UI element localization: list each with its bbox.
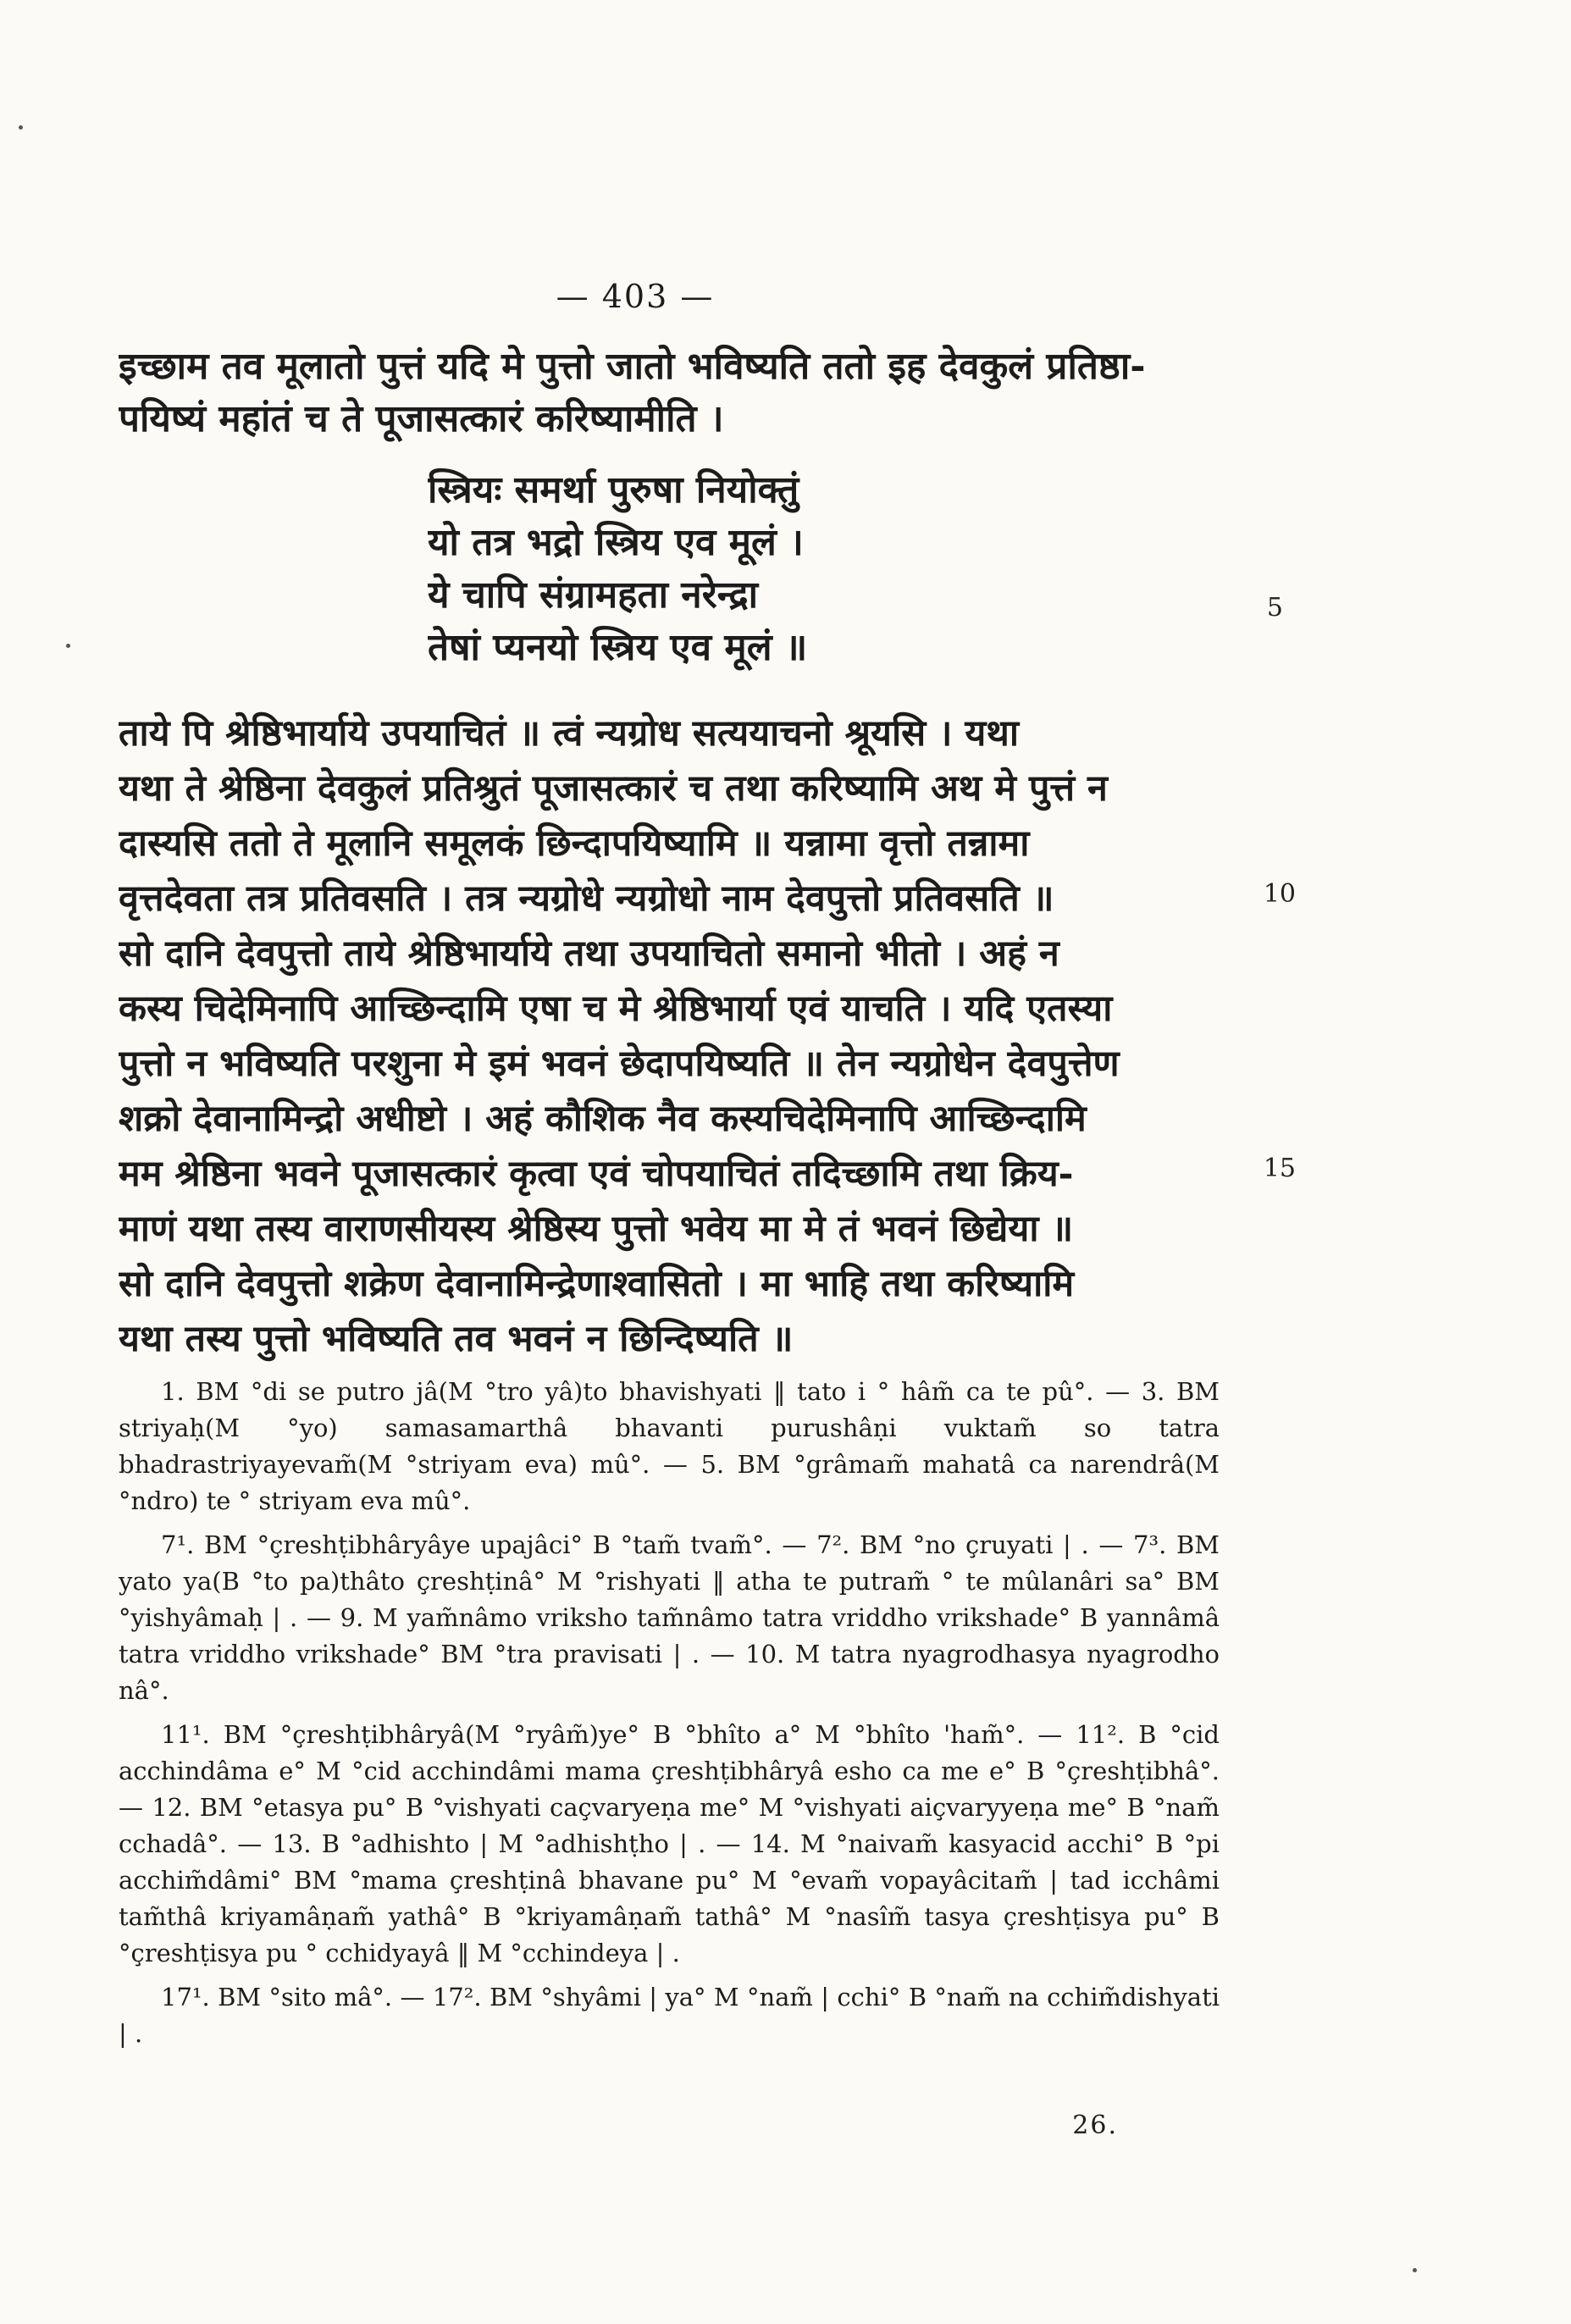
prose-line: कस्य चिदेमिनापि आच्छिन्दामि एषा च मे श्रेष्ठिभार्या एवं याचति । यदि एतस्या: [119, 988, 1113, 1030]
prose-line: यथा ते श्रेष्ठिना देवकुलं प्रतिश्रुतं पूजासत्कारं च तथा करिष्यामि अथ मे पुत्तं न: [119, 767, 1108, 810]
prose-line: मम श्रेष्ठिना भवने पूजासत्कारं कृत्वा एवं चोपयाचितं तदिच्छामि तथा क्रिय-: [119, 1153, 1074, 1195]
prose-line: वृत्तदेवता तत्र प्रतिवसति । तत्र न्यग्रोधे न्यग्रोधो नाम देवपुत्तो प्रतिवसति ॥: [119, 877, 1054, 920]
verse-stanza: [428, 464, 1258, 674]
verse-line: यो तत्र भद्रो स्त्रिय एव मूलं ।: [428, 521, 804, 564]
footnote: 1. BM °di se putro jâ(M °tro yâ)to bhavishyati ‖ tato i ° hâm̃ ca te pû°. — 3. BM striyaḥ(M °yo) samasamarthâ bhavanti purushâṇi vuktam̃ so tatra bhadrastriyayevam̃(M °striyam eva) mû°. — 5. BM °grâmam̃ mahatâ ca narendrâ(M °ndro) te ° striyam eva mû°.: [119, 1377, 1220, 1515]
prose-line: दास्यसि ततो ते मूलानि समूलकं छिन्दापयिष्यामि ॥ यन्नामा वृत्तो तन्नामा: [119, 822, 1030, 865]
prose-block-opening: [119, 340, 1253, 445]
prose-line: शक्रो देवानामिन्द्रो अधीष्टो । अहं कौशिक नैव कस्यचिदेमिनापि आच्छिन्दामि: [119, 1098, 1087, 1140]
verse-line: स्त्रियः समर्था पुरुषा नियोक्तुं: [428, 468, 799, 512]
verse-line: तेषां प्यनयो स्त्रिय एव मूलं ॥: [428, 626, 808, 669]
paper-speck: [1413, 2268, 1417, 2272]
prose-line: पुत्तो न भविष्यति परशुना मे इमं भवनं छेदापयिष्यति ॥ तेन न्यग्रोधेन देवपुत्तेण: [119, 1043, 1120, 1085]
prose-line: यथा तस्य पुत्तो भविष्यति तव भवनं न छिन्दिष्यति ॥: [119, 1318, 794, 1360]
margin-line-number: 5: [1266, 593, 1283, 622]
footnote: 11¹. BM °çreshṭibhâryâ(M °ryâm̃)ye° B °bhîto a° M °bhîto 'ham̃°. — 11². B °cid acchindâma e° M °cid acchindâmi mama çreshṭibhâryâ esho ca me e° B °çreshṭibhâ°. — 12. BM °etasya pu° B °vishyati caçvaryeṇa me° M °vishyati aiçvaryyeṇa me° B °nam̃ cchadâ°. — 13. B °adhishto | M °adhishṭho | . — 14. M °naivam̃ kasyacid acchi° B °pi acchim̃dâmi° BM °mama çreshṭinâ bhavane pu° M °evam̃ vopayâcitam̃ | tad icchâmi tam̃thâ kriyamâṇam̃ yathâ° B °kriyamâṇam̃ tathâ° M °nasîm̃ tasya çreshṭisya pu° B °çreshṭisya pu ° cchidyayâ ‖ M °cchindeya | .: [119, 1720, 1220, 1967]
prose-line: सो दानि देवपुत्तो शक्रेण देवानामिन्द्रेणाश्वासितो । मा भाहि तथा करिष्यामि: [119, 1263, 1075, 1305]
prose-line: ताये पि श्रेष्ठिभार्याये उपयाचितं ॥ त्वं न्यग्रोध सत्ययाचनो श्रूयसि । यथा: [119, 712, 1019, 755]
prose-line: माणं यथा तस्य वाराणसीयस्य श्रेष्ठिस्य पुत्तो भवेय मा मे तं भवनं छिद्येया ॥: [119, 1208, 1074, 1250]
signature-mark: 26.: [1072, 2111, 1118, 2140]
paper-speck: [66, 644, 70, 648]
paper-speck: [19, 125, 23, 130]
footnote: 17¹. BM °sito mâ°. — 17². BM °shyâmi | ya° M °nam̃ | cchi° B °nam̃ na cchim̃dishyati | .: [119, 1983, 1220, 2048]
margin-line-number: 15: [1263, 1154, 1296, 1183]
prose-line: इच्छाम तव मूलातो पुत्तं यदि मे पुत्तो जातो भविष्यति ततो इह देवकुलं प्रतिष्ठा-: [119, 345, 1146, 388]
prose-block-main: [119, 706, 1253, 1367]
verse-line: ये चापि संग्रामहता नरेन्द्रा: [428, 573, 759, 617]
prose-line: सो दानि देवपुत्तो ताये श्रेष्ठिभार्याये तथा उपयाचितो समानो भीतो । अहं न: [119, 932, 1059, 975]
margin-line-number: 10: [1263, 879, 1296, 909]
footnote: 7¹. BM °çreshṭibhâryâye upajâci° B °tam̃ tvam̃°. — 7². BM °no çruyati | . — 7³. BM yato ya(B °to pa)thâto çreshṭinâ° M °rishyati ‖ atha te putram̃ ° te mûlanâri sa° BM °yishyâmaḥ | . — 9. M yam̃nâmo vriksho tam̃nâmo tatra vriddho vrikshade° B yannâmâ tatra vriddho vrikshade° BM °tra pravisati | . — 10. M tatra nyagrodhasya nyagrodho nâ°.: [119, 1530, 1220, 1705]
prose-line: पयिष्यं महांतं च ते पूजासत्कारं करिष्यामीति ।: [119, 397, 724, 440]
page-number: — 403 —: [556, 278, 715, 315]
footnotes: [119, 1374, 1220, 2060]
